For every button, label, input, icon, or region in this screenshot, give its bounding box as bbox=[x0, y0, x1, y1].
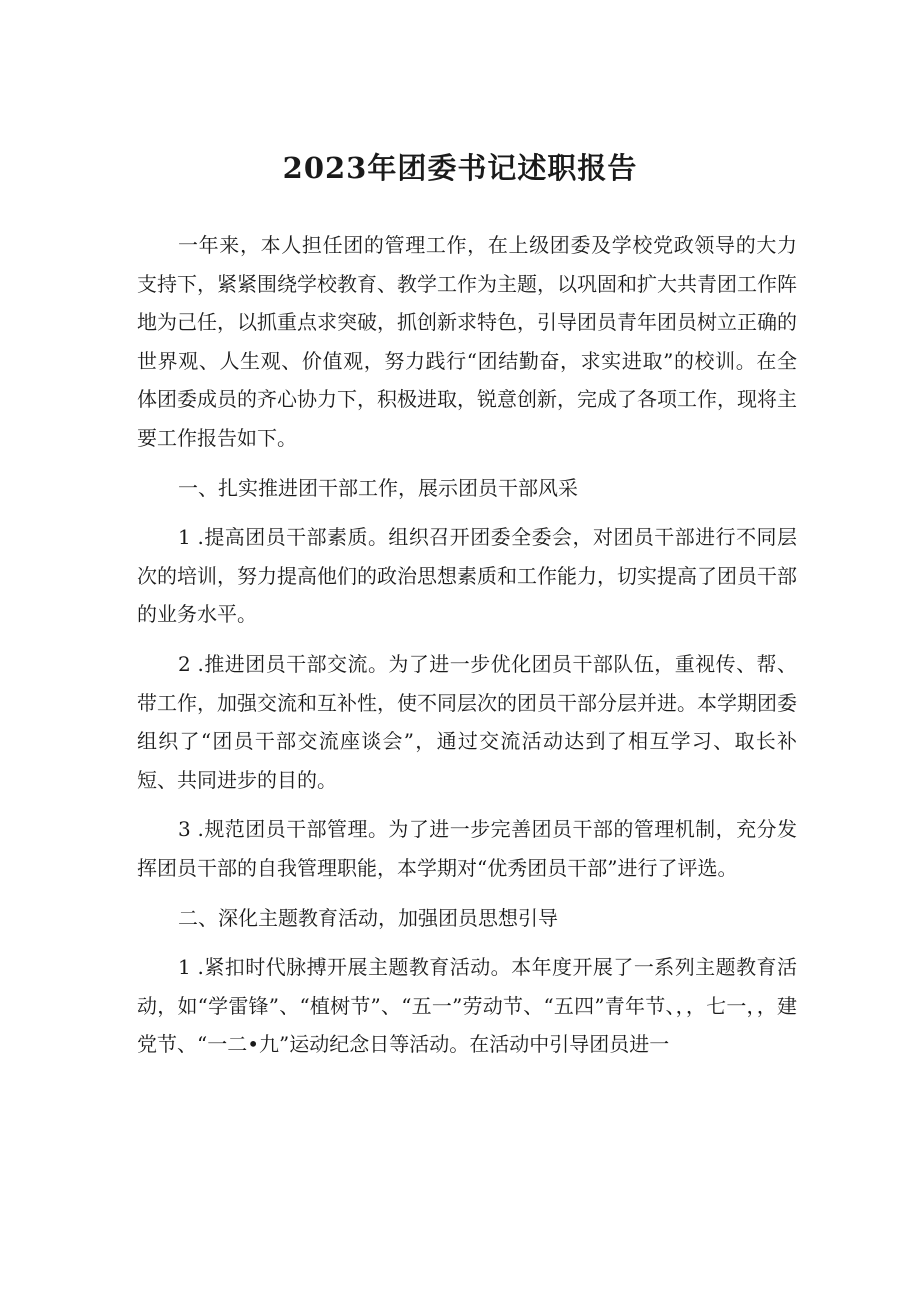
document-title: 2023年团委书记述职报告 bbox=[282, 151, 638, 185]
intro-paragraph: 一年来，本人担任团的管理工作，在上级团委及学校党政领导的大力支持下，紧紧围绕学校教育、教学工作为主题，以巩固和扩大共青团工作阵地为己任，以抓重点求突破，抓创新求特色，引导团员青年团员树立正确的世界观、人生观、价值观，努力践行“团结勤奋，求实进取”的校训。在全体团委成员的齐心协力下，积极进取，锐意创新，完成了各项工作，现将主要工作报告如下。 bbox=[137, 233, 797, 450]
section-1-item-3: 3 .规范团员干部管理。为了进一步完善团员干部的管理机制，充分发挥团员干部的自我管理职能，本学期对“优秀团员干部”进行了评选。 bbox=[137, 817, 797, 880]
section-2-item-1: 1 .紧扣时代脉搏开展主题教育活动。本年度开展了一系列主题教育活动，如“学雷锋”、“植树节”、“五一”劳动节、“五四”青年节、，，七一，，建党节、“一二•九”运动纪念日等活动。在活动中引导团员进一 bbox=[137, 955, 797, 1057]
section-heading-2: 二、深化主题教育活动，加强团员思想引导 bbox=[178, 905, 558, 930]
section-1-item-2: 2 .推进团员干部交流。为了进一步优化团员干部队伍，重视传、帮、带工作，加强交流和互补性，使不同层次的团员干部分层并进。本学期团委组织了“团员干部交流座谈会”，通过交流活动达到了相互学习、取长补短、共同进步的目的。 bbox=[137, 651, 797, 792]
document-body bbox=[137, 226, 797, 1075]
section-1-item-1: 1 .提高团员干部素质。组织召开团委全委会，对团员干部进行不同层次的培训，努力提高他们的政治思想素质和工作能力，切实提高了团员干部的业务水平。 bbox=[137, 525, 797, 627]
section-heading-1: 一、扎实推进团干部工作，展示团员干部风采 bbox=[178, 475, 578, 500]
